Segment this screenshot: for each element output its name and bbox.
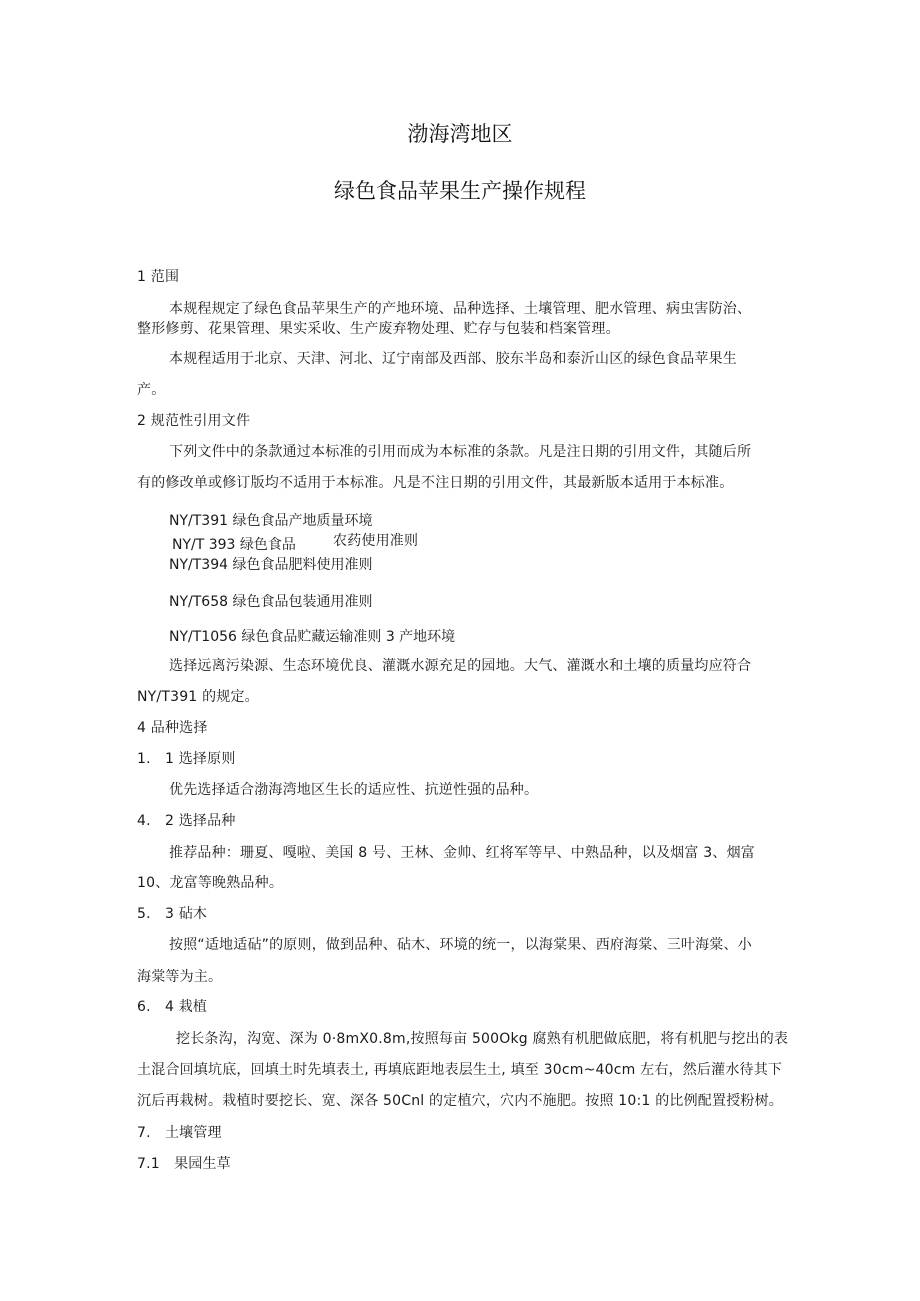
paragraph-line: 沉后再栽树。栽植时要挖长、宽、深各 50Cnl 的定植穴，穴内不施肥。按照 10:1 的比例配置授粉树。 [137,1093,783,1109]
reference-item: NY/T394 绿色食品肥料使用准则 [169,557,373,573]
paragraph-line: 下列文件中的条款通过本标准的引用而成为本标准的条款。凡是注日期的引用文件，其随后所 [169,444,752,460]
section-heading-scope: 1 范围 [137,269,180,285]
title-line-2: 绿色食品苹果生产操作规程 [334,179,586,203]
paragraph-line: 优先选择适合渤海湾地区生长的适应性、抗逆性强的品种。 [169,782,539,798]
paragraph-line: 海棠等为主。 [137,969,223,985]
paragraph-line: 10、龙富等晚熟品种。 [137,875,284,891]
section-heading-soil: 7. 土壤管理 [137,1125,222,1141]
reference-item: NY/T1056 绿色食品贮藏运输准则 3 产地环境 [169,629,456,645]
subsection-heading: 7.1 果园生草 [137,1156,231,1172]
paragraph-line: 推荐品种：珊夏、嘎啦、美国 8 号、王林、金帅、红将军等早、中熟品种，以及烟富 3、烟富 [169,845,755,861]
section-heading-references: 2 规范性引用文件 [137,413,251,429]
reference-item: NY/T391 绿色食品产地质量环境 [169,513,373,529]
subsection-heading: 1. 1 选择原则 [137,751,236,767]
paragraph-line: 挖长条沟，沟宽、深为 0·8mX0.8m,按照每亩 500Okg 腐熟有机肥做底肥，将有机肥与挖出的表 [176,1031,789,1047]
title-line-1: 渤海湾地区 [407,122,513,146]
paragraph-line: 有的修改单或修订版均不适用于本标准。凡是不注日期的引用文件，其最新版本适用于本标准。 [137,475,734,491]
reference-item: NY/T658 绿色食品包装通用准则 [169,594,373,610]
paragraph-line: 土混合回填坑底，回填土时先填表土, 再填底距地表层生土, 填至 30cm~40cm 左右，然后灌水待其下 [137,1062,783,1078]
reference-item: NY/T 393 绿色食品 [172,537,296,553]
paragraph-line: 本规程规定了绿色食品苹果生产的产地环境、品种选择、土壤管理、肥水管理、病虫害防治、 [169,301,752,317]
paragraph-line: 选择远离污染源、生态环境优良、灌溉水源充足的园地。大气、灌溉水和土壤的质量均应符合 [169,658,752,674]
paragraph-line: NY/T391 的规定。 [137,689,259,705]
section-heading-varieties: 4 品种选择 [137,720,208,736]
paragraph-line: 按照“适地适砧”的原则，做到品种、砧木、环境的统一，以海棠果、西府海棠、三叶海棠、小 [169,937,752,953]
paragraph-line: 产。 [137,382,166,398]
paragraph-line: 本规程适用于北京、天津、河北、辽宁南部及西部、胶东半岛和泰沂山区的绿色食品苹果生 [169,351,737,367]
reference-item-continuation: 农药使用准则 [333,533,419,549]
paragraph-line: 整形修剪、花果管理、果实采收、生产废弃物处理、贮存与包装和档案管理。 [137,321,620,337]
subsection-heading: 6. 4 栽植 [137,999,208,1015]
subsection-heading: 5. 3 砧木 [137,906,208,922]
subsection-heading: 4. 2 选择品种 [137,813,236,829]
